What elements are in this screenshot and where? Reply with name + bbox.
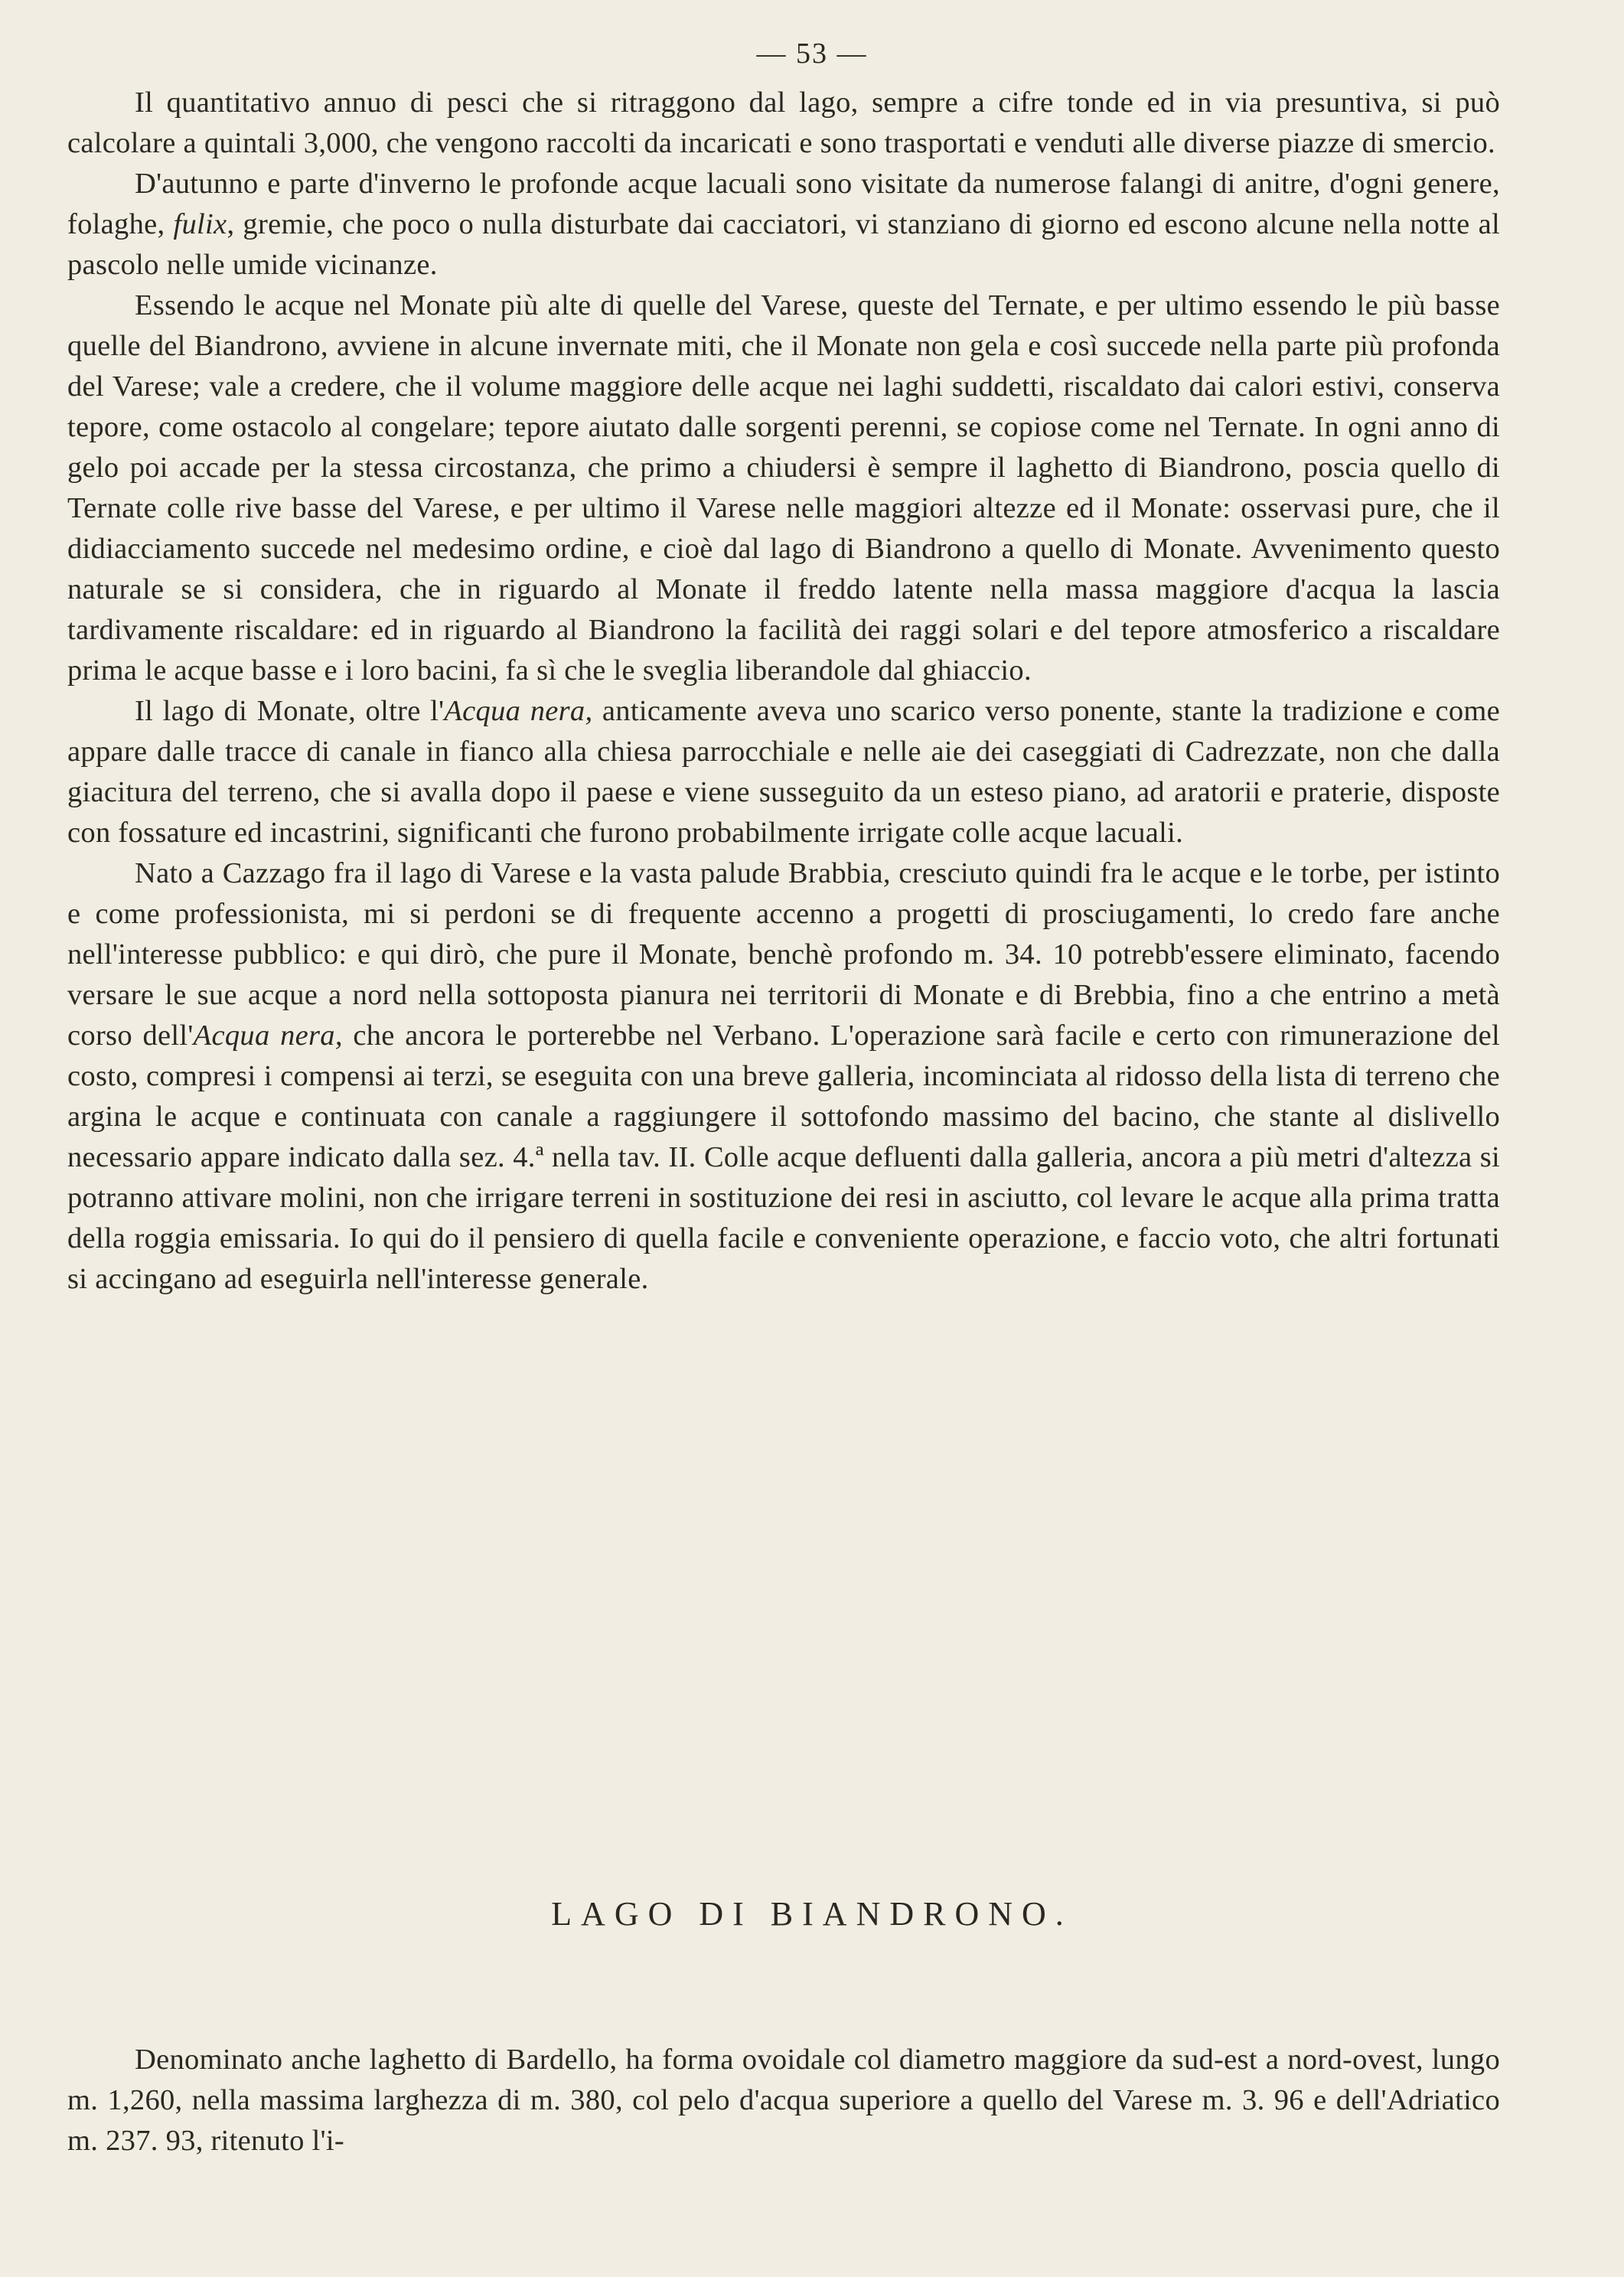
text-run: anticamente aveva uno scarico verso ponente, stante la tradizione e come appare dalle tracce di canale in fianco alla chiesa parrocchiale e nelle aie dei caseggiati di Cadrezzate, non che dalla giacitura del terreno, che si avalla dopo il paese e viene susseguito da un esteso piano, ad aratorii e praterie, disposte con fossature ed incastrini, significanti che furono probabilmente irrigate colle acque lacuali. bbox=[67, 695, 1500, 849]
section-body-text bbox=[67, 2040, 1500, 2161]
text-run: , gremie, che poco o nulla disturbate dai cacciatori, vi stanziano di giorno ed escono alcune nella notte al pascolo nelle umide vicinanze. bbox=[67, 208, 1500, 281]
text-run: Il lago di Monate, oltre l' bbox=[135, 695, 445, 727]
section-title: LAGO DI BIANDRONO. bbox=[551, 1895, 1073, 1933]
italic-term: Acqua nera, bbox=[193, 1019, 343, 1052]
paragraph bbox=[67, 164, 1500, 285]
body-text bbox=[67, 83, 1500, 1300]
paragraph bbox=[67, 83, 1500, 164]
italic-term: fulix bbox=[173, 208, 227, 240]
text-run: Essendo le acque nel Monate più alte di quelle del Varese, queste del Ternate, e per ultimo essendo le più basse quelle del Biandrono, avviene in alcune invernate miti, che il Monate non gela e così succede nella parte più profonda del Varese; vale a credere, che il volume maggiore delle acque nei laghi suddetti, riscaldato dai calori estivi, conserva tepore, come ostacolo al congelare; tepore aiutato dalle sorgenti perenni, se copiose come nel Ternate. In ogni anno di gelo poi accade per la stessa circostanza, che primo a chiudersi è sempre il laghetto di Biandrono, poscia quello di Ternate colle rive basse del Varese, e per ultimo il Varese nelle maggiori altezze ed il Monate: osservasi pure, che il didiacciamento succede nel medesimo ordine, e cioè dal lago di Biandrono a quello di Monate. Avvenimento questo naturale se si considera, che in riguardo al Monate il freddo latente nella massa maggiore d'acqua la lascia tardivamente riscaldare: ed in riguardo al Biandrono la facilità dei raggi solari e del tepore atmosferico a riscaldare prima le acque basse e i loro bacini, fa sì che le sveglia liberandole dal ghiaccio. bbox=[67, 289, 1500, 687]
text-run: che ancora le porterebbe nel Verbano. L'operazione sarà facile e certo con rimunerazione del costo, compresi i compensi ai terzi, se eseguita con una breve galleria, incominciata al ridosso della lista di terreno che argina le acque e continuata con canale a raggiungere il sottofondo massimo del bacino, che stante al dislivello necessario appare indicato dalla sez. 4.ª nella tav. II. Colle acque defluenti dalla galleria, ancora a più metri d'altezza si potranno attivare molini, non che irrigare terreni in sostituzione dei resi in asciutto, col levare le acque alla prima tratta della roggia emissaria. Io qui do il pensiero di quella facile e conveniente operazione, e faccio voto, che altri fortunati si accingano ad eseguirla nell'interesse generale. bbox=[67, 1019, 1500, 1295]
text-run: Denominato anche laghetto di Bardello, ha forma ovoidale col diametro maggiore da sud-est a nord-ovest, lungo m. 1,260, nella massima larghezza di m. 380, col pelo d'acqua superiore a quello del Varese m. 3. 96 e dell'Adriatico m. 237. 93, ritenuto l'i- bbox=[67, 2044, 1500, 2157]
paragraph bbox=[67, 285, 1500, 691]
paragraph bbox=[67, 853, 1500, 1300]
text-run: Il quantitativo annuo di pesci che si ritraggono dal lago, sempre a cifre tonde ed in via presuntiva, si può calcolare a quintali 3,000, che vengono raccolti da incaricati e sono trasportati e venduti alle diverse piazze di smercio. bbox=[67, 86, 1500, 159]
text-run: D'autunno e parte d'inverno le profonde acque lacuali sono visitate da numerose falangi di anitre, d'ogni genere, folaghe, bbox=[67, 168, 1500, 240]
text-run: Nato a Cazzago fra il lago di Varese e la vasta palude Brabbia, cresciuto quindi fra le acque e le torbe, per istinto e come professionista, mi si perdoni se di frequente accenno a progetti di prosciugamenti, lo credo fare anche nell'interesse pubblico: e qui dirò, che pure il Monate, benchè profondo m. 34. 10 potrebb'essere eliminato, facendo versare le sue acque a nord nella sottoposta pianura nei territorii di Monate e di Brebbia, fino a che entrino a metà corso dell' bbox=[67, 857, 1500, 1052]
page-number: — 53 — bbox=[756, 38, 868, 70]
paragraph bbox=[67, 691, 1500, 853]
italic-term: Acqua nera, bbox=[444, 695, 593, 727]
paragraph bbox=[67, 2040, 1500, 2161]
